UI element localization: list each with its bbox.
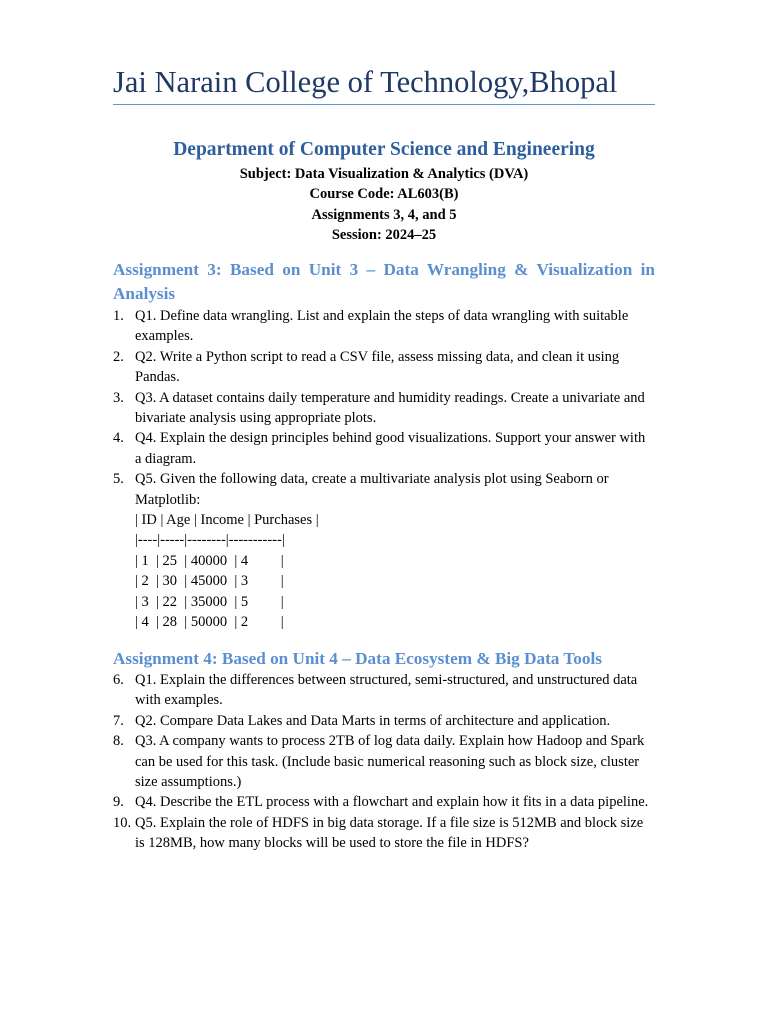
session-line: Session: 2024–25	[331, 227, 437, 244]
course-meta	[113, 164, 655, 246]
question-text: Q5. Given the following data, create a multivariate analysis plot using Seaborn or Matplotlib:	[135, 471, 609, 508]
question-item	[113, 670, 655, 711]
question-text: Q2. Compare Data Lakes and Data Marts in terms of architecture and application.	[135, 712, 611, 729]
question-number: 7.	[113, 712, 124, 729]
question-item	[113, 711, 655, 731]
question-number: 8.	[113, 733, 124, 750]
question-number: 9.	[113, 794, 124, 811]
title-underline	[113, 104, 655, 105]
question-number: 2.	[113, 348, 124, 365]
question-item	[113, 731, 655, 792]
assignment-3-heading: Assignment 3: Based on Unit 3 – Data Wrangling & Visualization in Analysis	[113, 260, 655, 303]
assignment-4-heading: Assignment 4: Based on Unit 4 – Data Ecosystem & Big Data Tools	[113, 649, 602, 668]
question-text: Q4. Explain the design principles behind good visualizations. Support your answer with a diagram.	[135, 430, 646, 467]
college-title: Jai Narain College of Technology,Bhopal	[113, 65, 618, 99]
assignment-3-questions	[113, 306, 655, 633]
data-table-header: | ID | Age | Income | Purchases |	[135, 512, 319, 529]
question-text: Q3. A company wants to process 2TB of log data daily. Explain how Hadoop and Spark can be used for this task. (Include basic numerical reasoning such as block size, cluster size assumptions.)	[135, 733, 645, 791]
department-heading: Department of Computer Science and Engineering	[173, 139, 595, 160]
data-table-row: | 3 | 22 | 35000 | 5 |	[135, 593, 284, 610]
question-number: 1.	[113, 308, 124, 324]
assignments-line: Assignments 3, 4, and 5	[311, 206, 457, 223]
question-text: Q3. A dataset contains daily temperature and humidity readings. Create a univariate and bivariate analysis using appropriate plots.	[135, 389, 645, 427]
question-number: 10.	[113, 814, 132, 831]
question-number: 5.	[113, 471, 124, 488]
data-table-separator: |----|-----|--------|-----------|	[135, 532, 285, 549]
question-item	[113, 813, 655, 854]
question-item	[113, 792, 655, 812]
subject-line: Subject: Data Visualization & Analytics (DVA)	[239, 166, 529, 182]
data-table-row: | 4 | 28 | 50000 | 2 |	[135, 614, 284, 631]
question-number: 4.	[113, 430, 124, 447]
course-code-line: Course Code: AL603(B)	[309, 186, 459, 203]
question-number: 3.	[113, 389, 124, 406]
data-table-row: | 2 | 30 | 45000 | 3 |	[135, 573, 284, 590]
question-item	[113, 469, 655, 632]
assignment-4-questions	[113, 670, 655, 854]
question-text: Q5. Explain the role of HDFS in big data storage. If a file size is 512MB and block size is 128MB, how many blocks will be used to store the file in HDFS?	[135, 814, 644, 852]
question-item	[113, 347, 655, 388]
question-item	[113, 306, 655, 347]
question-item	[113, 388, 655, 429]
data-table-row: | 1 | 25 | 40000 | 4 |	[135, 552, 284, 569]
question-text: Q1. Define data wrangling. List and explain the steps of data wrangling with suitable examples.	[135, 308, 629, 345]
question-text: Q4. Describe the ETL process with a flowchart and explain how it fits in a data pipeline.	[135, 794, 649, 811]
question-item	[113, 428, 655, 469]
question-number: 6.	[113, 672, 124, 688]
question-text: Q2. Write a Python script to read a CSV file, assess missing data, and clean it using Pandas.	[135, 348, 620, 386]
question-text: Q1. Explain the differences between structured, semi-structured, and unstructured data with examples.	[135, 672, 638, 709]
